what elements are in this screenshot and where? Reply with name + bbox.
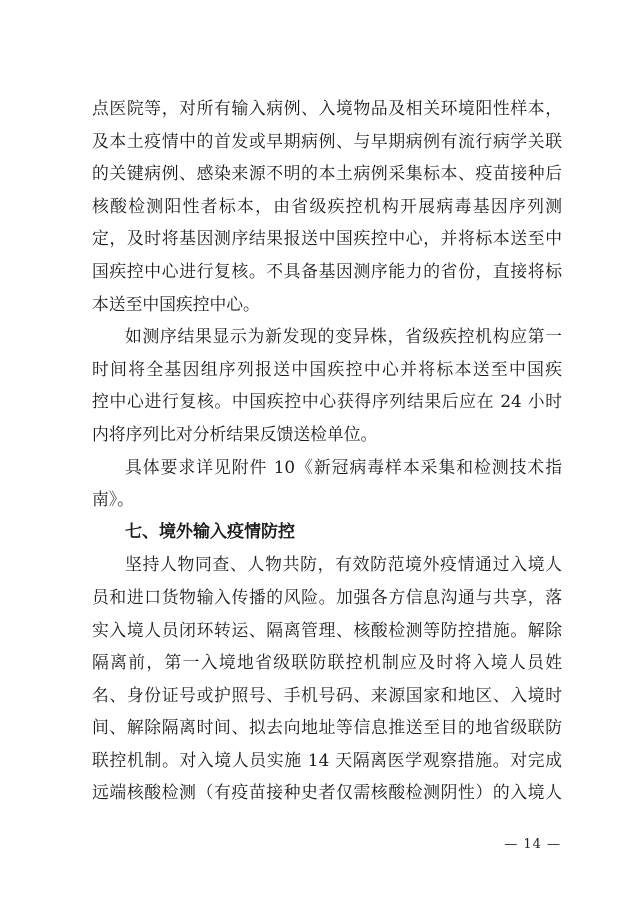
text-line: 定，及时将基因测序结果报送中国疾控中心，并将标本送至中: [92, 228, 562, 249]
text-line: 坚持人物同查、人物共防，有效防范境外疫情通过入境人: [125, 554, 562, 575]
text-line: 间、解除隔离时间、拟去向地址等信息推送至目的地省级联防: [92, 717, 562, 738]
text-line: 南》。: [92, 489, 134, 510]
text-line: 名、身份证号或护照号、手机号码、来源国家和地区、入境时: [92, 684, 562, 705]
text-line: 核酸检测阳性者标本，由省级疾控机构开展病毒基因序列测: [92, 195, 562, 216]
text-line: 员和进口货物输入传播的风险。加强各方信息沟通与共享，落: [92, 586, 562, 607]
text-line: 的关键病例、感染来源不明的本土病例采集标本、疫苗接种后: [92, 163, 562, 184]
text-line: 实入境人员闭环转运、隔离管理、核酸检测等防控措施。解除: [92, 619, 562, 640]
text-line: 隔离前，第一入境地省级联防联控机制应及时将入境人员姓: [92, 652, 562, 673]
text-line: 联控机制。对入境人员实施 14 天隔离医学观察措施。对完成: [92, 749, 562, 770]
text-line: 及本土疫情中的首发或早期病例、与早期病例有流行病学关联: [92, 130, 562, 151]
section-heading: 七、境外输入疫情防控: [125, 521, 295, 542]
text-line: 点医院等，对所有输入病例、入境物品及相关环境阳性样本，: [92, 98, 562, 118]
text-line: 具体要求详见附件 10《新冠病毒样本采集和检测技术指: [125, 456, 562, 477]
text-line: 如测序结果显示为新发现的变异株，省级疾控机构应第一: [125, 326, 562, 347]
text-line: 本送至中国疾控中心。: [92, 293, 260, 314]
body-text: [92, 92, 562, 809]
text-line: 控中心进行复核。中国疾控中心获得序列结果后应在 24 小时: [92, 391, 562, 412]
text-line: 内将序列比对分析结果反馈送检单位。: [92, 423, 378, 444]
text-line: 远端核酸检测（有疫苗接种史者仅需核酸检测阴性）的入境人: [92, 782, 562, 803]
page-number: — 14 —: [504, 837, 561, 852]
text-line: 国疾控中心进行复核。不具备基因测序能力的省份，直接将标: [92, 260, 562, 281]
text-line: 时间将全基因组序列报送中国疾控中心并将标本送至中国疾: [92, 358, 562, 379]
